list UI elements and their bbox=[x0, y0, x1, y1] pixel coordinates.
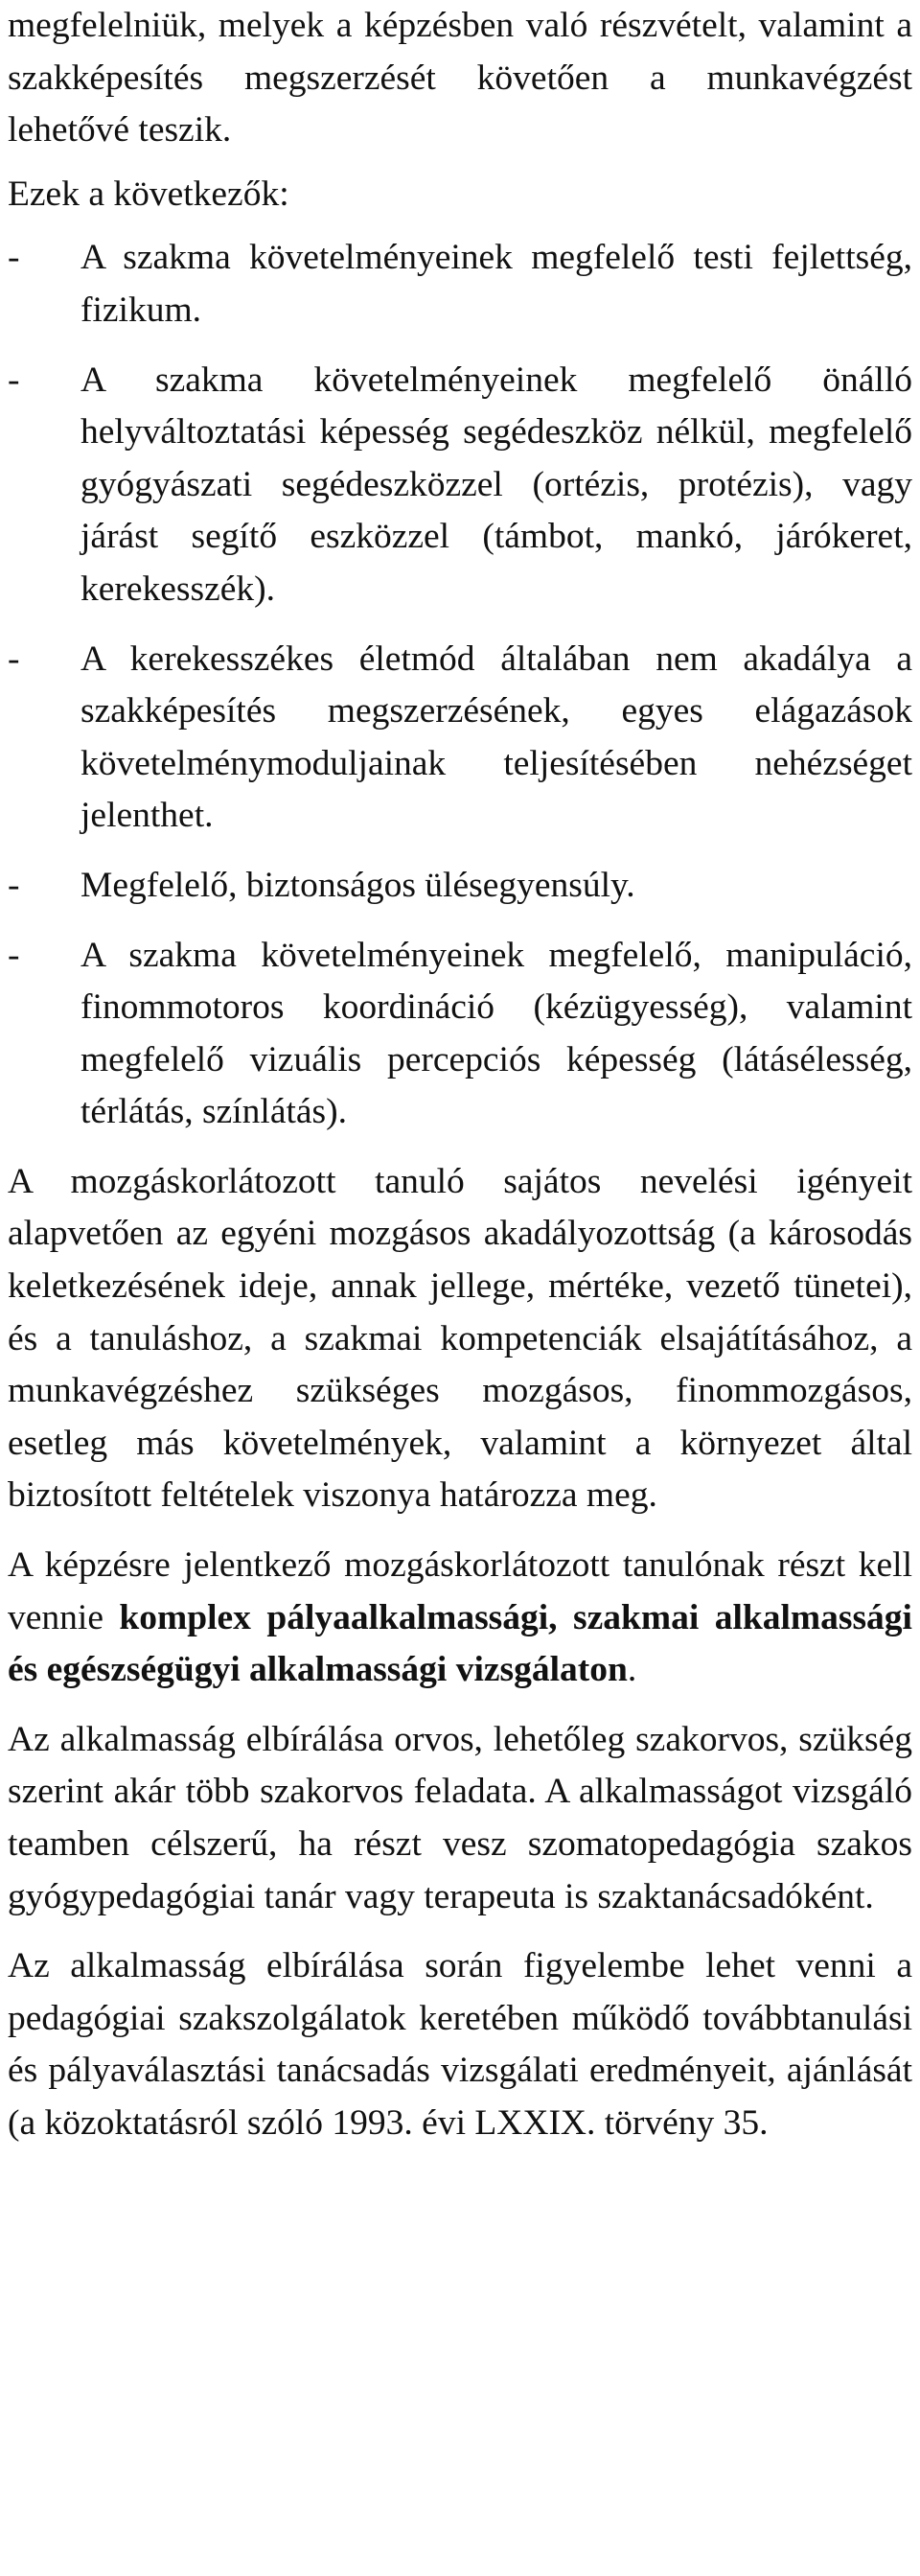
dash-bullet: - bbox=[8, 865, 20, 905]
exam-paragraph bbox=[8, 1540, 912, 1697]
list-item bbox=[8, 860, 912, 913]
list-item-text: A szakma követelményeinek megfelelő testi fejlettség, fizikum. bbox=[80, 238, 912, 330]
assessment-paragraph: Az alkalmasság elbírálása orvos, lehetőleg szakorvos, szükség szerint akár több szakorvos feladata. A alkalmasságot vizsgáló teamben célszerű, ha részt vesz szomatopedagógia szakos gyógypedagógiai tanár vagy terapeuta is szaktanácsadóként. bbox=[8, 1719, 912, 1916]
dash-bullet: - bbox=[8, 638, 20, 679]
requirements-list bbox=[8, 232, 912, 1139]
intro-paragraph: megfelelniük, melyek a képzésben való részvételt, valamint a szakképesítés megszerzését követően a munkavégzést lehetővé teszik. bbox=[8, 6, 912, 151]
list-item bbox=[8, 930, 912, 1139]
document-page bbox=[8, 0, 912, 2168]
needs-paragraph: A mozgáskorlátozott tanuló sajátos nevelési igényeit alapvetően az egyéni mozgásos akadályozottság (a károsodás keletkezésének ideje, annak jellege, mértéke, vezető tünetei), és a tanuláshoz, a szakmai kompetenciák elsajátításához, a munkavégzéshez szükséges mozgásos, finommozgásos, esetleg más követelmények, valamint a környezet által biztosított feltételek viszonya határozza meg. bbox=[8, 1161, 912, 1516]
list-item bbox=[8, 232, 912, 337]
list-item-text: A szakma követelményeinek megfelelő önálló helyváltoztatási képesség segédeszköz nélkül, megfelelő gyógyászati segédeszközzel (ortézis, protézis), vagy járást segítő eszközzel (támbot, mankó, járókeret, kerekesszék). bbox=[80, 360, 912, 609]
list-item-text: Megfelelő, biztonságos ülésegyensúly. bbox=[80, 865, 635, 905]
list-item-text: A kerekesszékes életmód általában nem akadálya a szakképesítés megszerzésének, egyes elágazások követelménymoduljainak teljesítésében nehézséget jelenthet. bbox=[80, 638, 912, 836]
exam-text-before: A képzésre jelentkező mozgáskorlátozott tanulónak részt kell vennie bbox=[8, 1545, 912, 1637]
exam-text-bold: komplex pályaalkalmassági, szakmai alkalmassági és egészségügyi alkalmassági vizsgálaton bbox=[8, 1597, 912, 1690]
list-item bbox=[8, 355, 912, 616]
consider-paragraph: Az alkalmasság elbírálása során figyelembe lehet venni a pedagógiai szakszolgálatok keretében működő továbbtanulási és pályaválasztási tanácsadás vizsgálati eredményeit, ajánlását (a közoktatásról szóló 1993. évi LXXIX. törvény 35. bbox=[8, 1946, 912, 2143]
list-lead: Ezek a következők: bbox=[8, 174, 289, 214]
exam-text-after: . bbox=[627, 1650, 637, 1690]
list-item bbox=[8, 634, 912, 843]
dash-bullet: - bbox=[8, 360, 20, 400]
dash-bullet: - bbox=[8, 935, 20, 975]
dash-bullet: - bbox=[8, 238, 20, 278]
list-item-text: A szakma követelményeinek megfelelő, manipuláció, finommotoros koordináció (kézügyesség), valamint megfelelő vizuális percepciós képesség (látásélesség, térlátás, színlátás). bbox=[80, 935, 912, 1132]
